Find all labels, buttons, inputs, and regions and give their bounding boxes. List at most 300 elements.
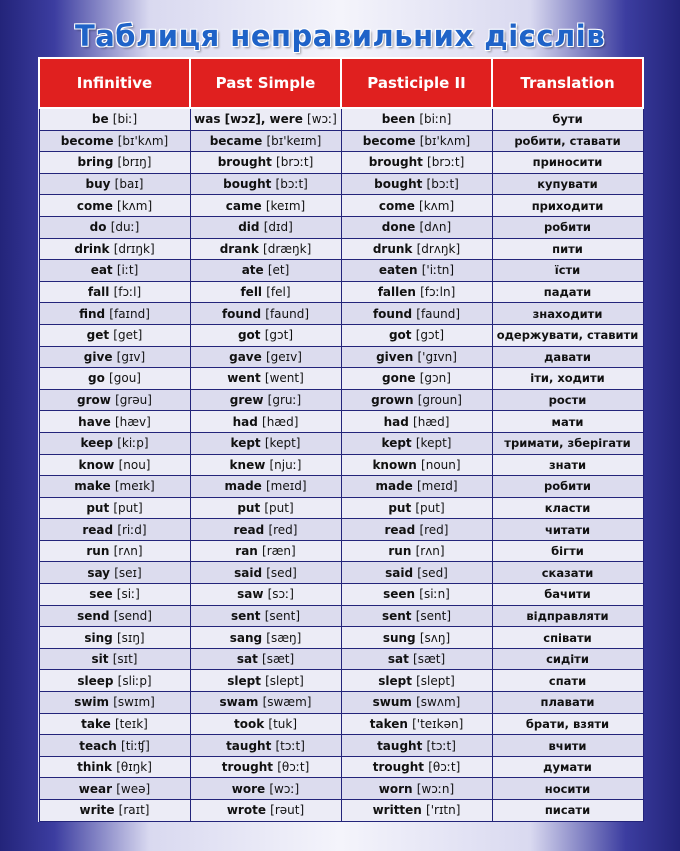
verb-form: sat (387, 652, 409, 667)
transcription: [sɪŋ] (116, 630, 145, 645)
past-simple-cell (190, 324, 341, 346)
transcription: [keɪm] (265, 198, 306, 213)
column-header-participle: Pasticiple II (341, 58, 492, 108)
table-row (39, 562, 643, 584)
infinitive-cell (39, 108, 190, 130)
transcription: [sliːp] (117, 673, 152, 688)
transcription: [wɔː] (269, 781, 300, 796)
transcription: [sent] (264, 608, 301, 623)
verb-form: took (233, 716, 265, 731)
transcription: [meɪd] (417, 479, 458, 494)
transcription: [drʌŋk] (416, 241, 461, 256)
participle-cell (341, 756, 492, 778)
participle-cell (341, 735, 492, 757)
table-row (39, 497, 643, 519)
verb-form: read (233, 522, 265, 537)
translation-cell: їсти (492, 260, 643, 282)
transcription: [faund] (265, 306, 310, 321)
transcription: [raɪt] (118, 803, 150, 818)
table-row (39, 238, 643, 260)
verb-form: brought (217, 155, 272, 170)
past-simple-cell (190, 195, 341, 217)
translation-cell: бачити (492, 584, 643, 606)
table-row (39, 303, 643, 325)
verb-form: swim (74, 695, 110, 710)
infinitive-cell (39, 476, 190, 498)
table-row (39, 368, 643, 390)
past-simple-cell (190, 216, 341, 238)
infinitive-cell (39, 800, 190, 822)
participle-cell (341, 540, 492, 562)
transcription: [θɔːt] (428, 760, 461, 775)
transcription: [baɪ] (114, 177, 144, 192)
verb-form: run (86, 544, 110, 559)
participle-cell (341, 130, 492, 152)
transcription: [sæt] (262, 652, 295, 667)
verb-form: do (89, 220, 107, 235)
infinitive-cell (39, 324, 190, 346)
table-row (39, 540, 643, 562)
transcription: [bɪ'kʌm] (117, 133, 169, 148)
participle-cell (341, 627, 492, 649)
transcription: [sæŋ] (266, 630, 302, 645)
transcription: [fɔːl] (113, 285, 142, 300)
verb-form: read (384, 522, 416, 537)
table-row (39, 195, 643, 217)
transcription: [slept] (416, 673, 455, 688)
transcription: [biːn] (419, 112, 452, 127)
verb-form: bought (374, 177, 423, 192)
translation-cell: сказати (492, 562, 643, 584)
verb-form: found (221, 306, 262, 321)
verb-form: taught (226, 738, 272, 753)
verb-form: saw (237, 587, 264, 602)
infinitive-cell (39, 303, 190, 325)
infinitive-cell (39, 152, 190, 174)
past-simple-cell (190, 519, 341, 541)
transcription: [gou] (109, 371, 141, 386)
past-simple-cell (190, 497, 341, 519)
transcription: [wɔː] (307, 112, 337, 127)
verb-form: get (86, 328, 110, 343)
table-row (39, 130, 643, 152)
infinitive-cell (39, 756, 190, 778)
table-row (39, 260, 643, 282)
infinitive-cell (39, 519, 190, 541)
verb-form: been (381, 112, 416, 127)
participle-cell (341, 476, 492, 498)
verb-form: ate (241, 263, 264, 278)
past-simple-cell (190, 670, 341, 692)
table-row (39, 324, 643, 346)
verb-form: brought (368, 155, 423, 170)
transcription: [weə] (116, 781, 151, 796)
transcription: [kept] (415, 436, 452, 451)
transcription: [wɔːn] (416, 781, 455, 796)
verb-form: put (388, 500, 412, 515)
participle-cell (341, 432, 492, 454)
verb-form: eat (90, 263, 113, 278)
participle-cell (341, 216, 492, 238)
verb-form: sung (382, 630, 416, 645)
transcription: ['iːtn] (421, 263, 455, 278)
transcription: [send] (113, 608, 152, 623)
table-row (39, 605, 643, 627)
verb-form: sang (229, 630, 263, 645)
verb-form: wear (78, 781, 113, 796)
transcription: [rʌn] (113, 544, 143, 559)
transcription: ['rɪtn] (426, 803, 461, 818)
transcription: [sent] (415, 608, 452, 623)
translation-cell: падати (492, 281, 643, 303)
transcription: [hæv] (114, 414, 151, 429)
infinitive-cell (39, 368, 190, 390)
past-simple-cell (190, 692, 341, 714)
participle-cell (341, 670, 492, 692)
verb-form: taken (369, 716, 408, 731)
verb-form: drunk (372, 241, 413, 256)
participle-cell (341, 605, 492, 627)
transcription: ['teɪkən] (412, 716, 464, 731)
verb-form: said (385, 565, 414, 580)
translation-cell: знаходити (492, 303, 643, 325)
verb-form: sing (84, 630, 113, 645)
participle-cell (341, 497, 492, 519)
infinitive-cell (39, 692, 190, 714)
column-header-past-simple: Past Simple (190, 58, 341, 108)
translation-cell: вчити (492, 735, 643, 757)
infinitive-cell (39, 411, 190, 433)
translation-cell: плавати (492, 692, 643, 714)
transcription: [gɔt] (264, 328, 294, 343)
table-row (39, 713, 643, 735)
irregular-verbs-table (38, 57, 644, 822)
verb-form: done (381, 220, 416, 235)
verb-form: sit (91, 652, 109, 667)
transcription: [hæd] (262, 414, 299, 429)
transcription: [red] (268, 522, 298, 537)
translation-cell: співати (492, 627, 643, 649)
transcription: [put] (113, 500, 143, 515)
verb-form: eaten (378, 263, 418, 278)
infinitive-cell (39, 497, 190, 519)
table-row (39, 756, 643, 778)
transcription: [drɪŋk] (113, 241, 155, 256)
transcription: [brɔːt] (427, 155, 465, 170)
translation-cell: класти (492, 497, 643, 519)
participle-cell (341, 173, 492, 195)
verb-form: keep (80, 436, 114, 451)
column-header-translation: Translation (492, 58, 643, 108)
transcription: [hæd] (413, 414, 450, 429)
transcription: [sed] (417, 565, 448, 580)
participle-cell (341, 713, 492, 735)
verb-form: say (87, 565, 111, 580)
verb-form: said (234, 565, 263, 580)
participle-cell (341, 800, 492, 822)
verb-form: drink (74, 241, 110, 256)
verb-form: slept (378, 673, 412, 688)
transcription: [rəut] (270, 803, 305, 818)
verb-form: sleep (77, 673, 114, 688)
infinitive-cell (39, 195, 190, 217)
verb-form: slept (227, 673, 261, 688)
verb-form: grew (229, 393, 264, 408)
verb-form: know (78, 457, 115, 472)
transcription: [dɪd] (263, 220, 293, 235)
translation-cell: приходити (492, 195, 643, 217)
transcription: [sed] (266, 565, 297, 580)
verb-form: buy (85, 177, 111, 192)
participle-cell (341, 454, 492, 476)
transcription: [get] (113, 328, 143, 343)
transcription: [sæt] (413, 652, 446, 667)
verb-form: found (372, 306, 413, 321)
transcription: [gruː] (267, 393, 302, 408)
participle-cell (341, 519, 492, 541)
verb-form: became (209, 133, 263, 148)
verb-form: take (81, 716, 111, 731)
verb-form: grow (77, 393, 111, 408)
table-row (39, 627, 643, 649)
verb-form: fall (87, 285, 110, 300)
verb-form: given (376, 349, 414, 364)
past-simple-cell (190, 562, 341, 584)
translation-cell: бути (492, 108, 643, 130)
infinitive-cell (39, 173, 190, 195)
verb-form: wore (231, 781, 266, 796)
transcription: [geɪv] (265, 349, 302, 364)
past-simple-cell (190, 368, 341, 390)
verb-form: put (237, 500, 261, 515)
past-simple-cell (190, 346, 341, 368)
past-simple-cell (190, 476, 341, 498)
transcription: [kept] (264, 436, 301, 451)
translation-cell: робити, ставати (492, 130, 643, 152)
past-simple-cell (190, 756, 341, 778)
past-simple-cell (190, 411, 341, 433)
past-simple-cell (190, 173, 341, 195)
transcription: [faund] (416, 306, 461, 321)
verb-form: made (375, 479, 413, 494)
table-row (39, 346, 643, 368)
transcription: [teɪk] (114, 716, 148, 731)
transcription: [bɪ'kʌm] (419, 133, 471, 148)
transcription: [sɔː] (267, 587, 294, 602)
transcription: [seɪ] (114, 565, 142, 580)
transcription: [tuk] (268, 716, 298, 731)
past-simple-cell (190, 454, 341, 476)
past-simple-cell (190, 540, 341, 562)
verb-form: give (83, 349, 113, 364)
participle-cell (341, 108, 492, 130)
transcription: [bɪ'keɪm] (266, 133, 322, 148)
transcription: [faɪnd] (109, 306, 150, 321)
translation-cell: писати (492, 800, 643, 822)
table-row (39, 670, 643, 692)
transcription: [put] (415, 500, 445, 515)
participle-cell (341, 692, 492, 714)
table-row (39, 411, 643, 433)
verb-form: swam (219, 695, 259, 710)
verb-form: gone (382, 371, 416, 386)
translation-cell: брати, взяти (492, 713, 643, 735)
past-simple-cell (190, 627, 341, 649)
verb-form: got (388, 328, 412, 343)
verb-form: make (74, 479, 111, 494)
verb-form: known (372, 457, 417, 472)
verb-form: come (378, 198, 415, 213)
past-simple-cell (190, 713, 341, 735)
verb-form: sat (236, 652, 258, 667)
transcription: [grəu] (115, 393, 152, 408)
transcription: [rʌn] (415, 544, 445, 559)
translation-cell: приносити (492, 152, 643, 174)
transcription: [riːd] (117, 522, 147, 537)
infinitive-cell (39, 735, 190, 757)
column-header-infinitive: Infinitive (39, 58, 190, 108)
verb-form: kept (230, 436, 261, 451)
past-simple-cell (190, 648, 341, 670)
transcription: [noun] (421, 457, 461, 472)
verb-form: came (225, 198, 262, 213)
infinitive-cell (39, 238, 190, 260)
transcription: [tiːʧ] (121, 738, 150, 753)
transcription: [fɔːln] (420, 285, 456, 300)
past-simple-cell (190, 584, 341, 606)
infinitive-cell (39, 281, 190, 303)
verb-form: trought (372, 760, 425, 775)
participle-cell (341, 260, 492, 282)
participle-cell (341, 195, 492, 217)
table-row (39, 173, 643, 195)
transcription: [brɪŋ] (117, 155, 152, 170)
infinitive-cell (39, 584, 190, 606)
participle-cell (341, 562, 492, 584)
past-simple-cell (190, 108, 341, 130)
table-row (39, 692, 643, 714)
verb-form: bought (223, 177, 272, 192)
table-row (39, 108, 643, 130)
participle-cell (341, 324, 492, 346)
transcription: [tɔːt] (275, 738, 305, 753)
infinitive-cell (39, 216, 190, 238)
table-row (39, 432, 643, 454)
infinitive-cell (39, 562, 190, 584)
translation-cell: спати (492, 670, 643, 692)
verb-form: grown (371, 393, 414, 408)
verb-form: have (78, 414, 111, 429)
infinitive-cell (39, 432, 190, 454)
translation-cell: робити (492, 476, 643, 498)
verb-form: sent (230, 608, 261, 623)
transcription: [et] (267, 263, 290, 278)
transcription: [gɪv] (116, 349, 146, 364)
translation-cell: пити (492, 238, 643, 260)
participle-cell (341, 648, 492, 670)
verb-form: gave (229, 349, 262, 364)
transcription: [meɪk] (114, 479, 155, 494)
past-simple-cell (190, 389, 341, 411)
verb-form: think (77, 760, 112, 775)
transcription: [brɔːt] (276, 155, 314, 170)
transcription: ['gɪvn] (417, 349, 457, 364)
verb-form: read (82, 522, 114, 537)
translation-cell: тримати, зберігати (492, 432, 643, 454)
verb-form: run (388, 544, 412, 559)
transcription: [tɔːt] (426, 738, 456, 753)
transcription: [dræŋk] (263, 241, 312, 256)
verb-form: bring (77, 155, 114, 170)
translation-cell: давати (492, 346, 643, 368)
participle-cell (341, 778, 492, 800)
transcription: [θɪŋk] (116, 760, 152, 775)
translation-cell: носити (492, 778, 643, 800)
infinitive-cell (39, 627, 190, 649)
past-simple-cell (190, 281, 341, 303)
participle-cell (341, 281, 492, 303)
infinitive-cell (39, 260, 190, 282)
verb-form: become (60, 133, 114, 148)
past-simple-cell (190, 432, 341, 454)
transcription: [slept] (265, 673, 304, 688)
transcription: [bɔːt] (426, 177, 459, 192)
transcription: [gɔt] (415, 328, 445, 343)
transcription: [sɪt] (112, 652, 138, 667)
transcription: [went] (264, 371, 304, 386)
verb-form: put (86, 500, 110, 515)
verb-form: worn (378, 781, 413, 796)
table-row (39, 389, 643, 411)
verb-form: fell (240, 285, 263, 300)
translation-cell: мати (492, 411, 643, 433)
verb-form: seen (383, 587, 416, 602)
verb-form: find (79, 306, 106, 321)
transcription: [biː] (112, 112, 138, 127)
transcription: [iːt] (116, 263, 139, 278)
verb-form: knew (229, 457, 266, 472)
past-simple-cell (190, 303, 341, 325)
participle-cell (341, 389, 492, 411)
verb-form: kept (381, 436, 412, 451)
participle-cell (341, 368, 492, 390)
transcription: [bɔːt] (275, 177, 308, 192)
transcription: [nou] (118, 457, 151, 472)
table-row (39, 648, 643, 670)
verb-form: written (372, 803, 422, 818)
transcription: [duː] (110, 220, 140, 235)
table-header-row (39, 58, 643, 108)
transcription: [θɔːt] (277, 760, 310, 775)
verb-form: send (77, 608, 110, 623)
infinitive-cell (39, 346, 190, 368)
translation-cell: читати (492, 519, 643, 541)
infinitive-cell (39, 713, 190, 735)
infinitive-cell (39, 130, 190, 152)
verb-form: wrote (226, 803, 266, 818)
verb-form: ran (235, 544, 258, 559)
translation-cell: іти, ходити (492, 368, 643, 390)
translation-cell: рости (492, 389, 643, 411)
verb-form: trought (221, 760, 274, 775)
translation-cell: бігти (492, 540, 643, 562)
infinitive-cell (39, 540, 190, 562)
past-simple-cell (190, 735, 341, 757)
infinitive-cell (39, 648, 190, 670)
transcription: [swʌm] (416, 695, 461, 710)
infinitive-cell (39, 670, 190, 692)
participle-cell (341, 303, 492, 325)
